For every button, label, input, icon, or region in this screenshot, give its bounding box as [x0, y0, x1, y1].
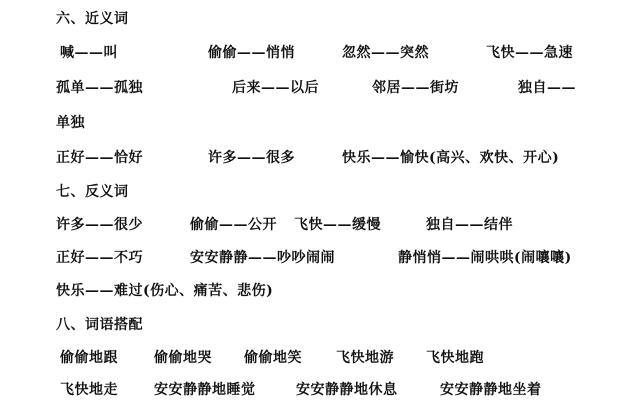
antonym-pair: 正好——不巧 — [56, 250, 143, 266]
synonym-pair: 邻居——街坊 — [372, 80, 459, 96]
synonym-continuation: 单独 — [56, 115, 85, 131]
synonym-pair: 正好——恰好 — [56, 150, 143, 166]
section-8-heading: 八、词语搭配 — [56, 317, 143, 333]
synonym-pair: 快乐——愉快(高兴、欢快、开心) — [342, 150, 560, 166]
collocation: 安安静静地休息 — [296, 382, 398, 398]
synonym-pair: 飞快——急速 — [486, 45, 573, 61]
collocation: 飞快地走 — [60, 382, 118, 398]
synonym-pair: 孤单——孤独 — [56, 80, 143, 96]
synonym-pair: 许多——很多 — [208, 150, 295, 166]
antonym-pair: 独自——结伴 — [426, 217, 513, 233]
antonym-pair: 快乐——难过(伤心、痛苦、悲伤) — [56, 283, 274, 299]
synonym-pair: 忽然——突然 — [342, 45, 429, 61]
synonym-pair: 偷偷——悄悄 — [208, 45, 295, 61]
synonym-pair: 喊——叫 — [60, 45, 118, 61]
synonym-pair: 后来——以后 — [232, 80, 319, 96]
synonym-pair: 独自—— — [518, 80, 576, 96]
collocation: 飞快地游 — [336, 350, 394, 366]
collocation: 偷偷地哭 — [154, 350, 212, 366]
collocation: 安安静静地坐着 — [440, 382, 542, 398]
antonym-pair: 许多——很少 — [56, 217, 143, 233]
collocation: 偷偷地跟 — [60, 350, 118, 366]
antonym-pair: 安安静静——吵吵闹闹 — [190, 250, 335, 266]
collocation: 安安静静地睡觉 — [154, 382, 256, 398]
antonym-pair: 飞快——缓慢 — [294, 217, 381, 233]
antonym-pair: 偷偷——公开 — [190, 217, 277, 233]
collocation: 偷偷地笑 — [244, 350, 302, 366]
antonym-pair: 静悄悄——闹哄哄(闹嚷嚷) — [398, 250, 572, 266]
section-6-heading: 六、近义词 — [56, 11, 129, 27]
collocation: 飞快地跑 — [426, 350, 484, 366]
section-7-heading: 七、反义词 — [56, 184, 129, 200]
